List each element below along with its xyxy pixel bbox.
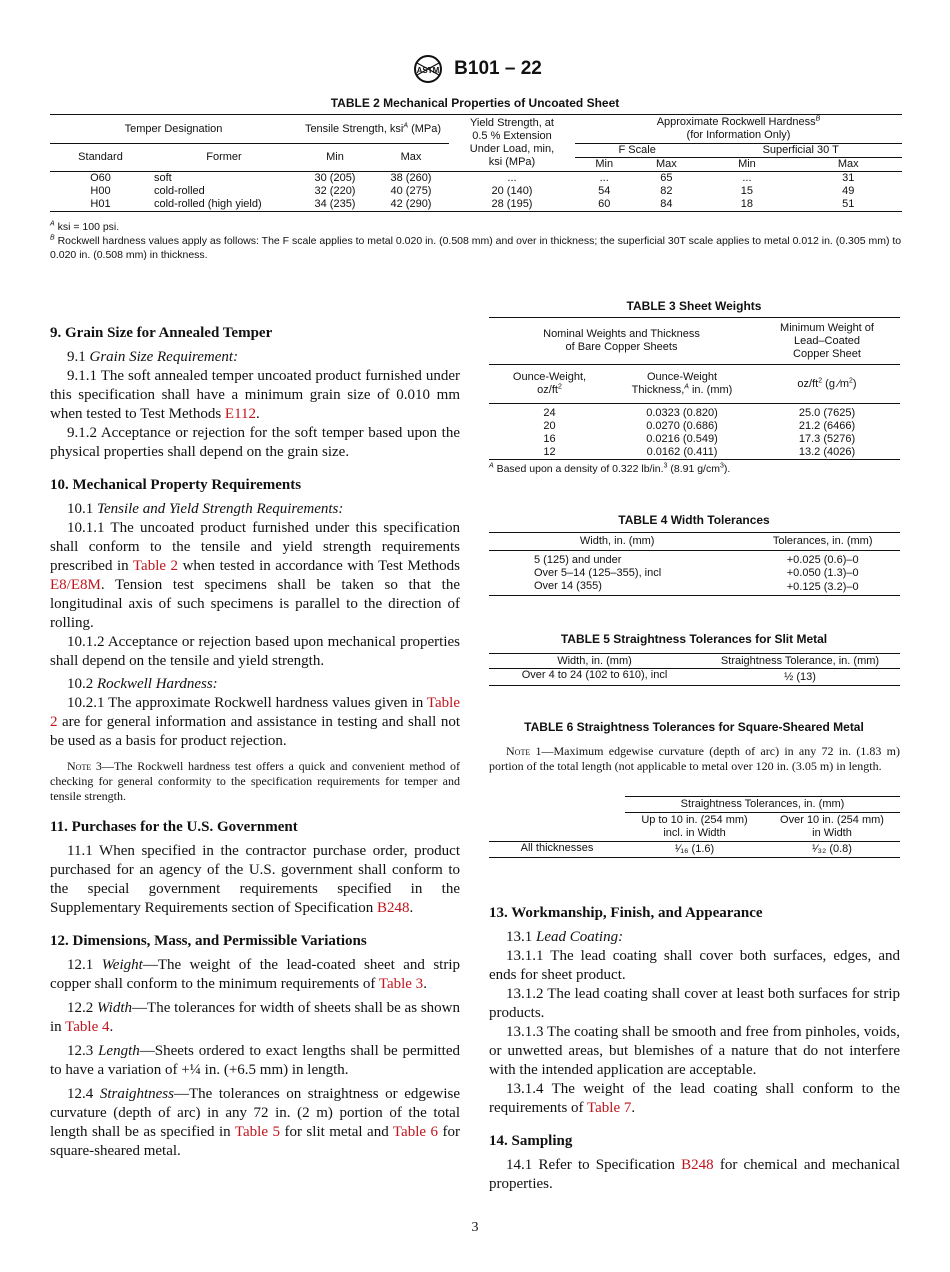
table2-head-rockwell: Approximate Rockwell Hardness$^B$ (for Information Only) [575, 115, 902, 144]
table6-caption: TABLE 6 Straightness Tolerances for Square-Sheared Metal [524, 720, 864, 734]
link-table-2[interactable]: Table 2 [132, 558, 179, 574]
table2-footnote-a: $^A$ ksi = 100 psi. [50, 220, 120, 233]
table-row: 12 0.0162 (0.411) 13.2 (4026) [489, 446, 900, 460]
para-10-2-1: 10.2.1 The approximate Rockwell hardness values given in Table 2 are for general information and assistance in testing and shall not be used as a basis for product rejection. [50, 695, 460, 749]
note-3: Note 3—The Rockwell hardness test offers a quick and convenient method of checking for general conformity to the specification requirements for temper and tensile strength. [50, 759, 461, 803]
table4-head-width: Width, in. (mm) [579, 535, 655, 547]
para-13-1-2: 13.1.2 The lead coating shall cover at least both surfaces for strip products. [489, 986, 900, 1021]
table2-head-standard: Standard [78, 151, 123, 163]
para-14-1: 14.1 Refer to Specification B248 for chemical and mechanical properties. [489, 1157, 900, 1192]
table3-head-ounce: Ounce-Weight, $oz/ft^2$ [512, 371, 587, 396]
para-10-2: 10.2 Rockwell Hardness: [67, 676, 218, 692]
table2-footnote-b: $^B$ Rockwell hardness values apply as follows: The F scale applies to metal 0.020 in. (0.508 mm) and over in thickness; the superficial 30T scale applies to metal 0.012 in. (0.305 mm) to 0.020 in. (0.508 mm) in thickness. [50, 234, 902, 261]
para-11-1: 11.1 When specified in the contractor purchase order, product purchased for an agency of the U.S. government shall conform to the special government requirements specified in the Supplementary Requirements section of Specification B248. [50, 843, 460, 916]
right-column [489, 904, 900, 1194]
link-b248[interactable]: B248 [377, 900, 410, 916]
para-13-1-1: 13.1.1 The lead coating shall cover both surfaces, edges, and ends for sheet product. [489, 948, 900, 983]
page-header [0, 54, 950, 84]
para-10-1-2: 10.1.2 Acceptance or rejection based upon mechanical properties shall depend on the tensile and yield strength. [50, 634, 460, 669]
link-table-6[interactable]: Table 6 [392, 1124, 438, 1140]
table-row: H01 cold-rolled (high yield) 34 (235) 42 (290) 28 (195) 60 84 18 51 [50, 198, 902, 212]
table6 [489, 796, 900, 858]
table6-note-1: Note 1—Maximum edgewise curvature (depth of arc) in any 72 in. (1.83 m) portion of the total length (not applicable to metal over 120 in. (3.05 m) in length. [489, 744, 900, 773]
para-12-4: 12.4 Straightness—The tolerances on straightness or edgewise curvature (depth of arc) in any 72 in. (2 m) portion of the total length shall be as specified in Table 5 for slit metal and Table 6 for square-sheared metal. [50, 1086, 461, 1159]
table3-head-ozft: $oz/ft^2$ (g $⁄m^2$) [797, 376, 857, 390]
link-e112[interactable]: E112 [224, 406, 257, 422]
link-table-2-b[interactable]: Table 2 [50, 695, 460, 730]
para-13-1-3: 13.1.3 The coating shall be smooth and free from pinholes, voids, or unwetted areas, but blemishes of a nature that do not interfere with the intended application are acceptable. [489, 1024, 900, 1078]
table6-head-over: Over 10 in. (254 mm) in Width [780, 814, 884, 839]
link-b248-b[interactable]: B248 [681, 1157, 714, 1173]
table2-footnotes [50, 220, 902, 262]
para-9-1: 9.1 Grain Size Requirement: [67, 349, 239, 365]
para-10-1-1: 10.1.1 The uncoated product furnished under this specification shall conform to the tensile and yield strength requirements prescribed in Table 2 when tested in accordance with Test Methods E8/E8M. Tension test specimens shall be taken so that the longitudinal axis of such specimens is parallel to the direction of rolling. [50, 520, 460, 631]
table5-head-width: Width, in. (mm) [557, 654, 632, 667]
table-row: O60 soft 30 (205) 38 (260) ... ... 65 ... 31 [90, 172, 855, 184]
astm-logo-icon [408, 54, 448, 84]
section-13-title: 13. Workmanship, Finish, and Appearance [489, 905, 763, 921]
table2-head-f-max: Max [656, 158, 677, 170]
table6-head-upto: Up to 10 in. (254 mm) incl. in Width [641, 814, 748, 839]
para-13-1: 13.1 Lead Coating: [506, 929, 624, 945]
table2-head-tensile-max: Max [400, 151, 422, 163]
section-9-title: 9. Grain Size for Annealed Temper [50, 325, 273, 341]
table2-head-s-max: Max [837, 158, 859, 170]
table3 [489, 317, 900, 460]
table2-head-tensile: Tensile Strength, ksi$^A$ (MPa) [297, 115, 449, 144]
para-9-1-1: 9.1.1 The soft annealed temper uncoated product furnished under this specification shall have a minimum grain size of 0.010 mm when tested to Test Methods E112. [50, 368, 460, 422]
table-row: 20 0.0270 (0.686) 21.2 (6466) [543, 420, 856, 432]
link-table-7[interactable]: Table 7 [587, 1100, 632, 1116]
para-9-1-2: 9.1.2 Acceptance or rejection for the soft temper based upon the physical properties shall depend on the grain size. [50, 425, 460, 460]
table2-head-temper: Temper Designation [50, 115, 297, 144]
table3-caption: TABLE 3 Sheet Weights [626, 299, 762, 313]
para-12-3: 12.3 Length—Sheets ordered to exact lengths shall be permitted to have a variation of +¼ in. (+6.5 mm) in length. [50, 1043, 460, 1078]
para-12-1: 12.1 Weight—The weight of the lead-coated sheet and strip copper shall conform to the minimum requirements of Table 3. [50, 957, 461, 992]
table-row: 16 0.0216 (0.549) 17.3 (5276) [543, 433, 856, 445]
left-column [50, 324, 460, 1161]
document-code: B101 – 22 [454, 58, 542, 79]
link-table-5[interactable]: Table 5 [234, 1124, 280, 1140]
table3-head-min-weight: Minimum Weight of Lead–Coated Copper Sheet [754, 318, 900, 365]
table2-head-f-min: Min [595, 158, 614, 170]
table2-head-fscale: F Scale [575, 144, 699, 158]
table-row: 5 (125) and under +0.025 (0.6)–0 [534, 554, 859, 566]
section-14-title: 14. Sampling [489, 1133, 573, 1149]
table2-head-yield: Yield Strength, at 0.5 % Extension Under Load, min, ksi (MPa) [469, 117, 555, 168]
table2-head-former: Former [206, 151, 242, 163]
table-row: Over 4 to 24 (102 to 610), incl ½ (13) [489, 669, 900, 686]
page-number: 3 [471, 1220, 479, 1235]
table2-head-s-min: Min [738, 158, 756, 170]
table4-head-tolerance: Tolerances, in. (mm) [772, 535, 873, 547]
table4 [489, 532, 900, 596]
table2 [50, 114, 902, 212]
section-11-title: 11. Purchases for the U.S. Government [50, 819, 298, 835]
table5-caption: TABLE 5 Straightness Tolerances for Slit Metal [560, 632, 828, 646]
para-10-1: 10.1 Tensile and Yield Strength Requirements: [67, 501, 344, 517]
table-row: 24 0.0323 (0.820) 25.0 (7625) [543, 407, 856, 419]
table5 [489, 653, 900, 686]
para-13-1-4: 13.1.4 The weight of the lead coating shall conform to the requirements of Table 7. [489, 1081, 900, 1116]
link-table-4[interactable]: Table 4 [65, 1019, 110, 1035]
table4-caption: TABLE 4 Width Tolerances [618, 513, 770, 527]
link-table-3[interactable]: Table 3 [378, 976, 424, 992]
table2-head-superficial: Superficial 30 T [699, 144, 902, 158]
section-12-title: 12. Dimensions, Mass, and Permissible Variations [50, 933, 367, 949]
table2-caption: TABLE 2 Mechanical Properties of Uncoated Sheet [330, 96, 620, 110]
table-row: Over 5–14 (125–355), incl +0.050 (1.3)–0 [534, 567, 859, 579]
table-row: Over 14 (355) +0.125 (3.2)–0 [489, 580, 900, 596]
table3-head-nominal: Nominal Weights and Thickness of Bare Copper Sheets [489, 318, 754, 365]
table5-head-tolerance: Straightness Tolerance, in. (mm) [720, 654, 880, 667]
table2-head-tensile-min: Min [326, 151, 344, 163]
astm-logo-text: ASTM [416, 66, 440, 75]
table3-head-thickness: Ounce-Weight Thickness,$^A$ in. (mm) [631, 371, 733, 396]
link-e8-e8m[interactable]: E8/E8M [50, 577, 101, 593]
table-row: All thicknesses ¹⁄₁₆ (1.6) ¹⁄₃₂ (0.8) [489, 842, 900, 858]
table6-head-group: Straightness Tolerances, in. (mm) [625, 797, 900, 813]
table3-footnote: $^A$ Based upon a density of 0.322 lb/in.$^3$ (8.91 $g/cm^3$). [489, 462, 731, 475]
para-12-2: 12.2 Width—The tolerances for width of sheets shall be as shown in Table 4. [50, 1000, 460, 1035]
section-10-title: 10. Mechanical Property Requirements [50, 477, 302, 493]
table-row: H00 cold-rolled 32 (220) 40 (275) 20 (140) 54 82 15 49 [90, 185, 855, 197]
